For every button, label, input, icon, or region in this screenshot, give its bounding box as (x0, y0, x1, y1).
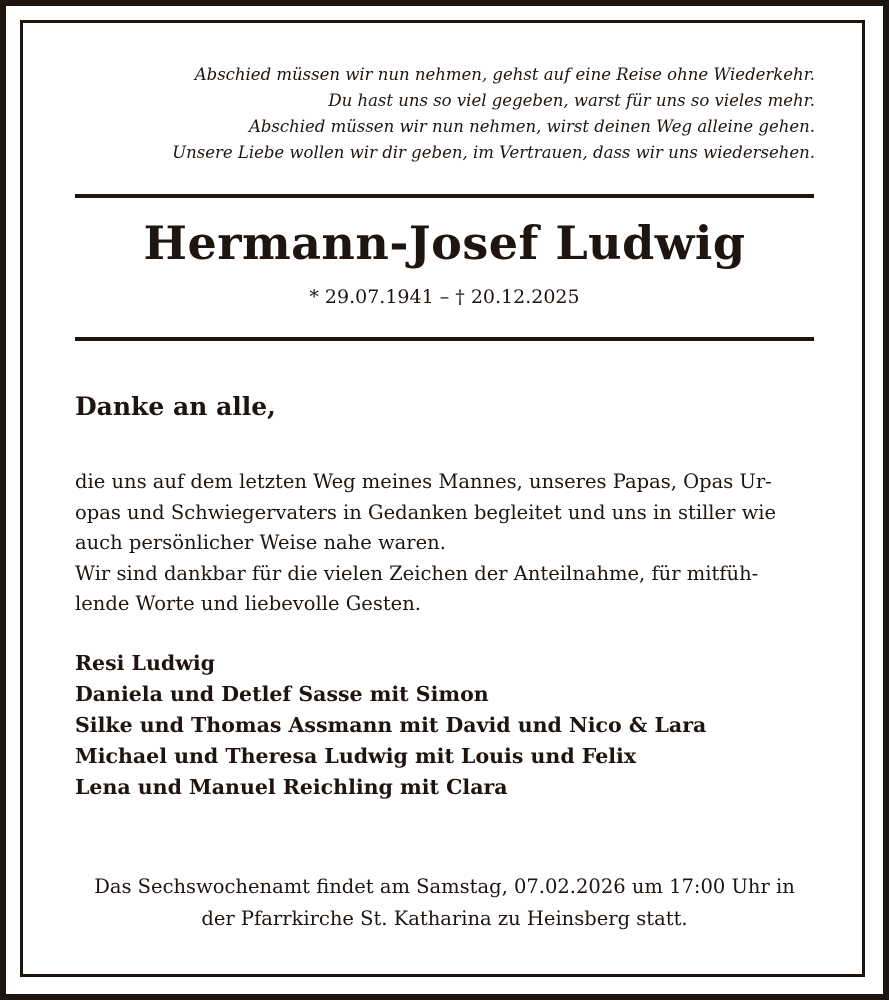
signer: Resi Ludwig (75, 651, 215, 675)
poem-line: Du hast uns so viel gegeben, warst für uns so vieles mehr. (328, 91, 815, 110)
top-divider (75, 194, 814, 198)
poem (115, 62, 815, 166)
footer-line: Das Sechswochenamt findet am Samstag, 07.02.2026 um 17:00 Uhr in (94, 875, 795, 898)
signer: Lena und Manuel Reichling mit Clara (75, 775, 508, 799)
poem-line: Abschied müssen wir nun nehmen, gehst auf eine Reise ohne Wiederkehr. (194, 65, 815, 84)
deceased-name: Hermann-Josef Ludwig (143, 216, 746, 270)
footer-line: der Pfarrkirche St. Katharina zu Heinsberg statt. (201, 907, 688, 930)
signers-list (75, 648, 706, 803)
body-line: die uns auf dem letzten Weg meines Mannes, unseres Papas, Opas Ur- (75, 470, 772, 493)
signer: Michael und Theresa Ludwig mit Louis und Felix (75, 744, 637, 768)
signer: Silke und Thomas Assmann mit David und Nico & Lara (75, 713, 707, 737)
life-dates: * 29.07.1941 – † 20.12.2025 (309, 286, 580, 308)
service-notice (0, 871, 889, 935)
body-line: Wir sind dankbar für die vielen Zeichen der Anteilnahme, für mitfüh- (75, 561, 759, 585)
poem-line: Unsere Liebe wollen wir dir geben, im Vertrauen, dass wir uns wiedersehen. (172, 143, 815, 162)
body-line: lende Worte und liebevolle Gesten. (75, 592, 421, 615)
body-line: auch persönlicher Weise nahe waren. (75, 531, 446, 554)
poem-line: Abschied müssen wir nun nehmen, wirst deinen Weg alleine gehen. (248, 117, 815, 136)
bottom-divider (75, 337, 814, 341)
body-line: opas und Schwiegervaters in Gedanken begleitet und uns in stiller wie (75, 500, 777, 524)
greeting: Danke an alle, (75, 392, 276, 421)
thank-you-text (75, 467, 815, 620)
signer: Daniela und Detlef Sasse mit Simon (75, 682, 489, 706)
